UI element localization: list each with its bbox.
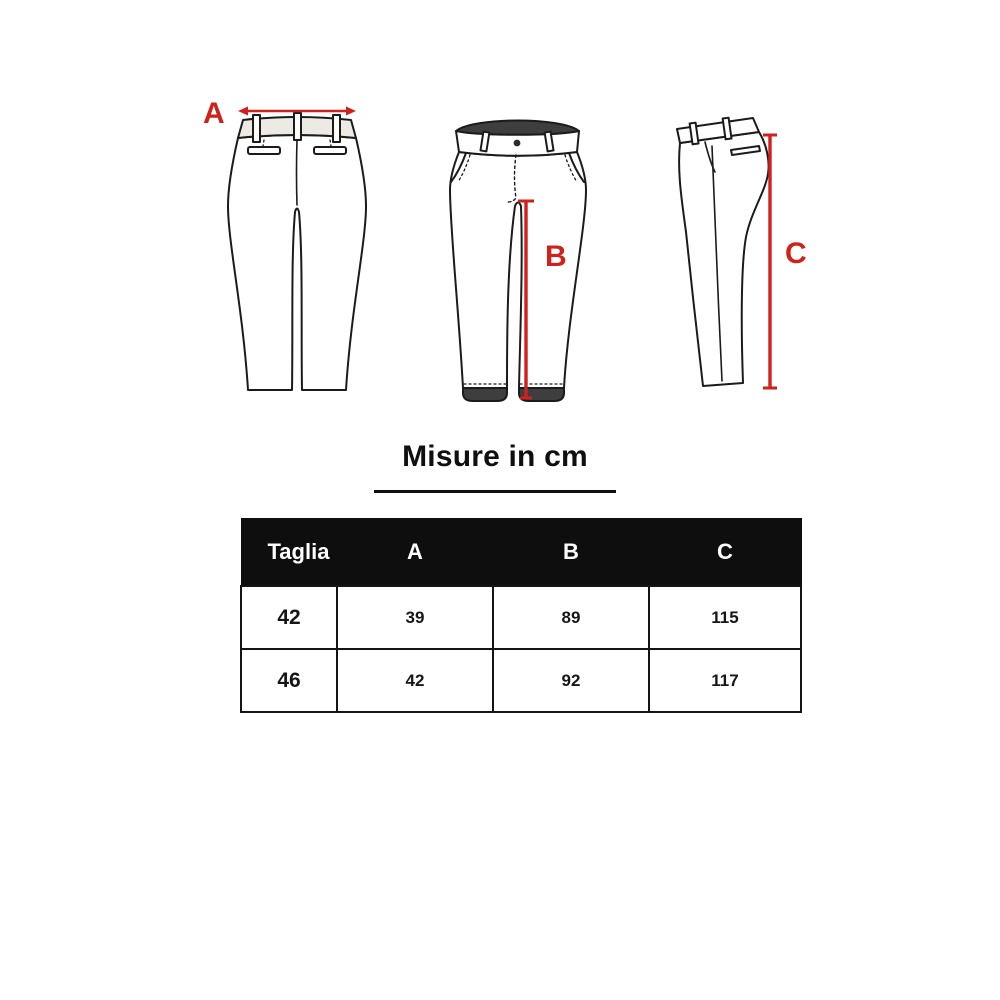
belt-loop	[294, 113, 301, 140]
measure-label-b: B	[545, 240, 567, 273]
back-pocket	[314, 147, 346, 154]
pants-front-view-drawing	[445, 105, 590, 405]
measure-label-a: A	[203, 97, 225, 130]
center-back-seam	[297, 140, 298, 205]
column-header-b: B	[493, 519, 649, 587]
button	[514, 140, 521, 147]
cell-a: 39	[337, 586, 493, 649]
pants-side-body	[679, 132, 769, 386]
cell-a: 42	[337, 649, 493, 712]
belt-loop	[253, 115, 260, 142]
size-row	[241, 649, 801, 712]
cell-taglia: 42	[241, 586, 337, 649]
column-header-a: A	[337, 519, 493, 587]
cell-c: 117	[649, 649, 801, 712]
size-table-header-row	[241, 519, 801, 587]
column-header-taglia: Taglia	[241, 519, 337, 587]
cell-b: 89	[493, 586, 649, 649]
column-header-c: C	[649, 519, 801, 587]
page-title: Misure in cm	[402, 440, 588, 473]
title-block	[350, 440, 640, 493]
size-table	[240, 518, 802, 713]
belt-loop	[333, 115, 340, 142]
cell-taglia: 46	[241, 649, 337, 712]
pants-side-view-drawing	[665, 112, 780, 397]
back-pocket	[248, 147, 280, 154]
measure-label-c: C	[785, 237, 807, 270]
pants-back-view-drawing	[222, 100, 372, 400]
cell-b: 92	[493, 649, 649, 712]
title-underline	[374, 490, 616, 493]
hem-inner-dark	[463, 388, 507, 401]
size-row	[241, 586, 801, 649]
cell-c: 115	[649, 586, 801, 649]
